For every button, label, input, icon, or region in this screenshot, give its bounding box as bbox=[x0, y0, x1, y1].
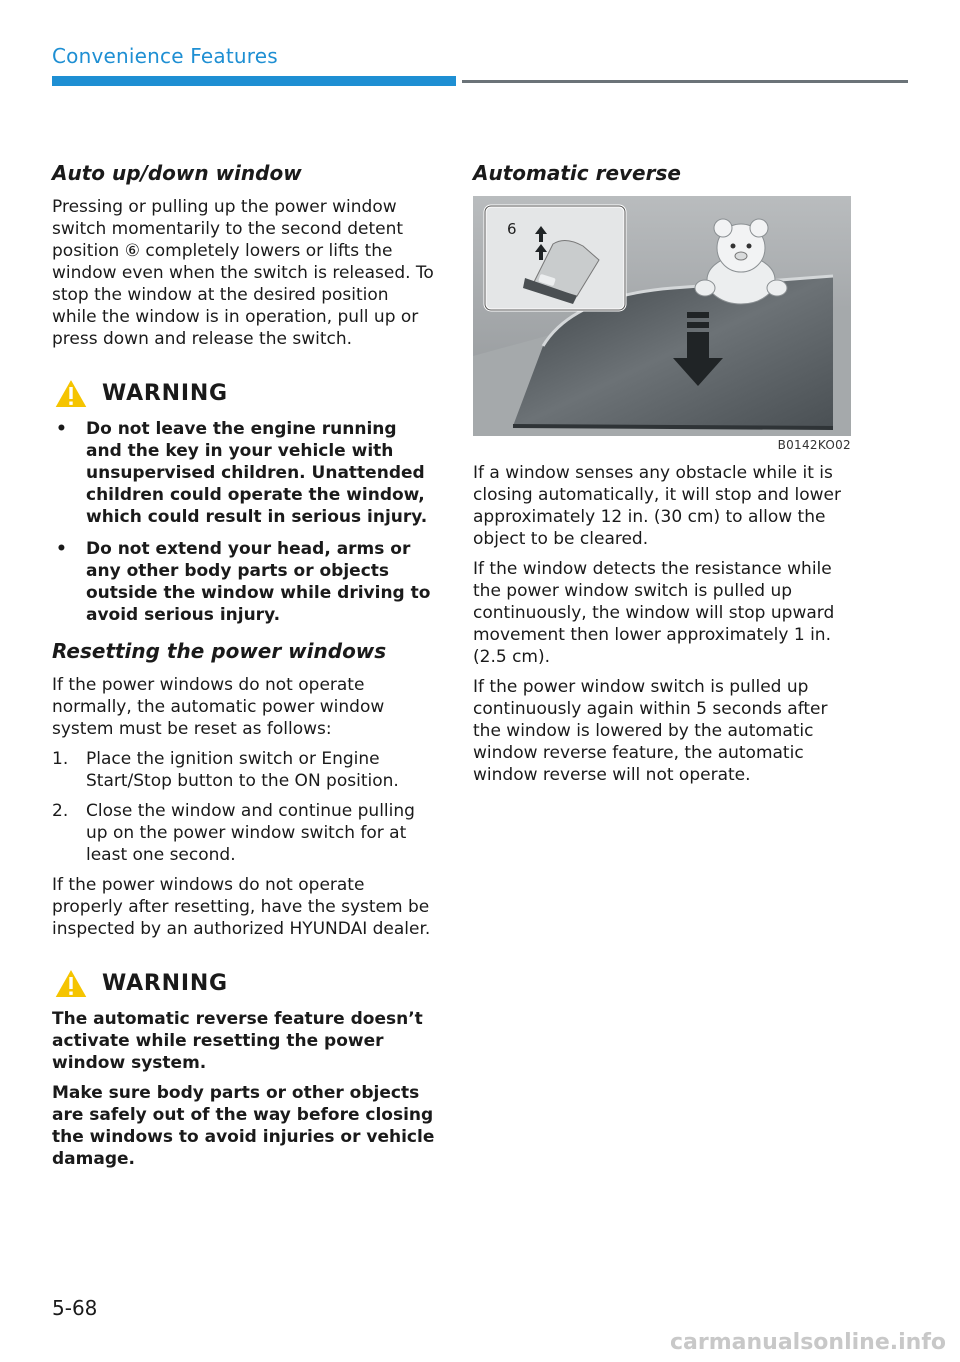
left-column bbox=[52, 158, 438, 1178]
warning-paragraph: Make sure body parts or other objects are safely out of the way before closing the windows to avoid injuries or vehicle damage. bbox=[52, 1083, 435, 1169]
warning-triangle-icon bbox=[52, 966, 90, 1000]
step-text: Close the window and continue pulling up on the power window switch for at least one second. bbox=[86, 801, 415, 865]
step-number: 1. bbox=[52, 749, 69, 769]
right-column bbox=[473, 158, 851, 794]
reset-heading: Resetting the power windows bbox=[52, 639, 387, 663]
warning-item: • Do not extend your head, arms or any other body parts or objects outside the window while driving to avoid serious injury. bbox=[52, 538, 438, 626]
window-illustration bbox=[473, 196, 851, 436]
warning-triangle-icon bbox=[52, 376, 90, 410]
reset-steps bbox=[52, 748, 438, 866]
warning-item: • Do not leave the engine running and the key in your vehicle with unsupervised children. Unattended children could operate the window, which could result in serious injury. bbox=[52, 418, 438, 528]
warning-header bbox=[52, 376, 438, 410]
auto-reverse-paragraph: If a window senses any obstacle while it is closing automatically, it will stop and lower approximately 12 in. (30 cm) to allow the object to be cleared. bbox=[473, 463, 841, 549]
auto-reverse-paragraph: If the power window switch is pulled up continuously again within 5 seconds after the window is lowered by the automatic window reverse feature, the automatic window reverse will not operate. bbox=[473, 677, 828, 785]
warning-header bbox=[52, 966, 438, 1000]
footer-watermark: carmanualsonline.info bbox=[670, 1330, 946, 1355]
step-item bbox=[52, 800, 438, 866]
step-number: 2. bbox=[52, 801, 69, 821]
page-number: 5-68 bbox=[52, 1296, 98, 1320]
warning-title: WARNING bbox=[102, 380, 228, 406]
reset-intro: If the power windows do not operate normally, the automatic power window system must be reset as follows: bbox=[52, 675, 385, 739]
inset-number-label: 6 bbox=[507, 220, 517, 238]
auto-window-heading: Auto up/down window bbox=[52, 161, 302, 185]
figure-code: B0142KO02 bbox=[777, 438, 851, 452]
auto-window-body: Pressing or pulling up the power window switch momentarily to the second detent position ⑥ completely lowers or lifts the window even when the switch is released. To stop the window at the desired position while the window is in operation, pull up or press down and release the switch. bbox=[52, 197, 434, 349]
section-title: Convenience Features bbox=[52, 44, 278, 68]
warning-title: WARNING bbox=[102, 970, 228, 996]
header-rule bbox=[462, 80, 908, 83]
step-text: Place the ignition switch or Engine Start/Stop button to the ON position. bbox=[86, 749, 399, 791]
warning-list bbox=[52, 418, 438, 626]
switch-inset bbox=[485, 206, 625, 310]
header-accent-bar bbox=[52, 76, 456, 86]
reset-after: If the power windows do not operate properly after resetting, have the system be inspected by an authorized HYUNDAI dealer. bbox=[52, 875, 431, 939]
auto-reverse-figure bbox=[473, 196, 851, 436]
step-item bbox=[52, 748, 438, 792]
auto-reverse-heading: Automatic reverse bbox=[473, 161, 681, 185]
auto-reverse-paragraph: If the window detects the resistance while the power window switch is pulled up continuously, the window will stop upward movement then lower approximately 1 in. (2.5 cm). bbox=[473, 559, 835, 667]
warning-paragraph: The automatic reverse feature doesn’t activate while resetting the power window system. bbox=[52, 1009, 423, 1073]
